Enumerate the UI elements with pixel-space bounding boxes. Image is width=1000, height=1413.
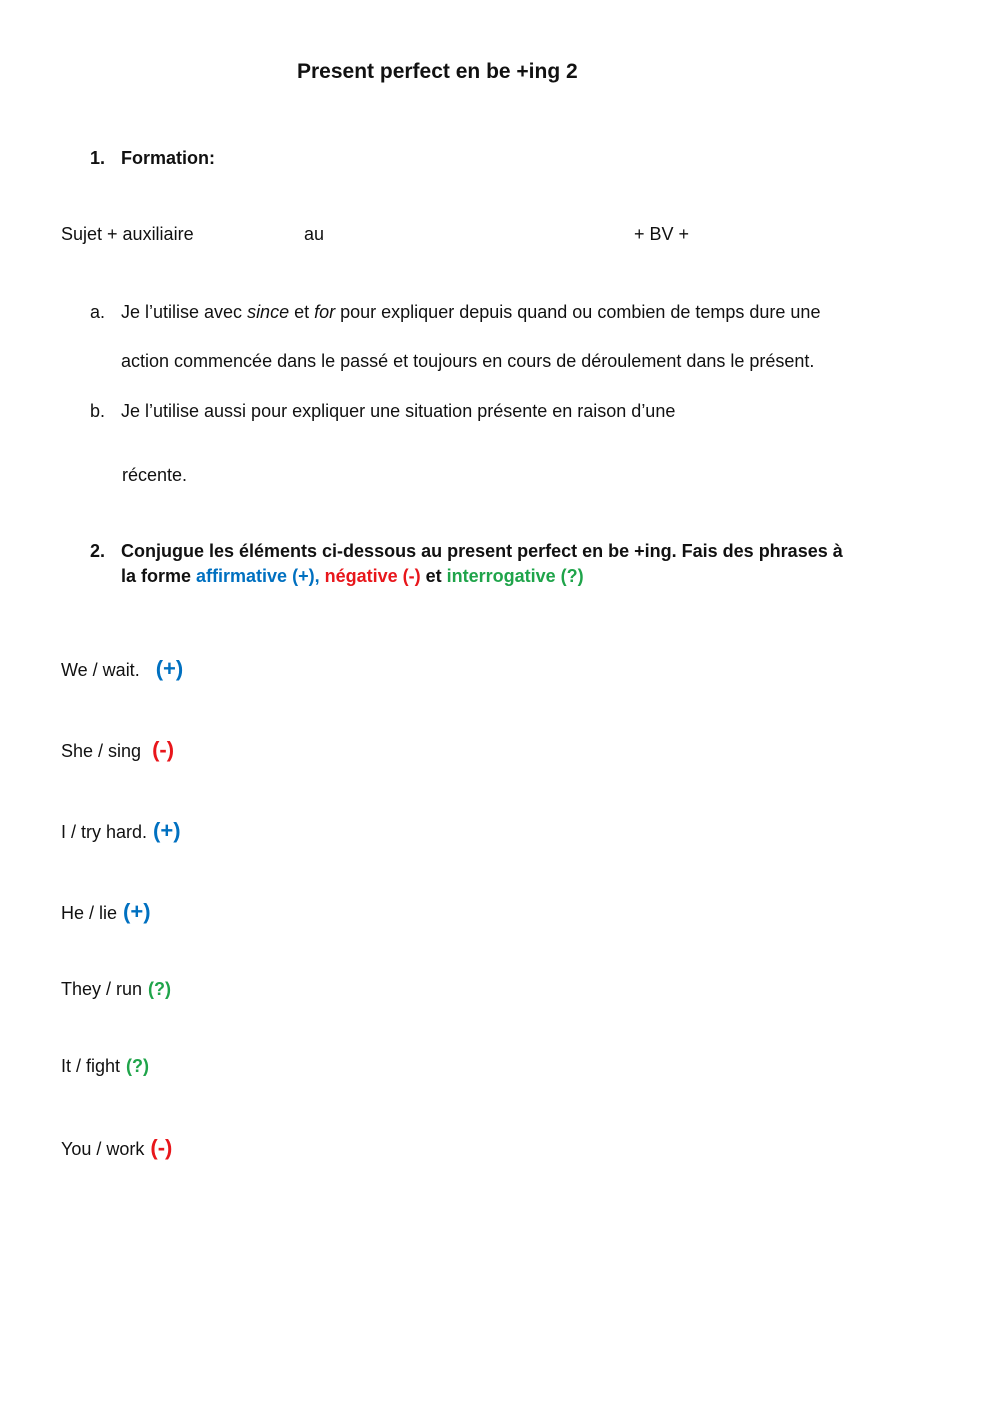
exercise-item xyxy=(61,1135,172,1161)
section-1-number: 1. xyxy=(90,148,106,168)
item-b-marker: b. xyxy=(90,401,106,421)
section-2-instruction-line-1: Conjugue les éléments ci-dessous au present perfect en be +ing. Fais des phrases à xyxy=(121,541,843,561)
affirmative-legend: affirmative (+), xyxy=(196,566,320,586)
negative-legend: négative (-) xyxy=(324,566,421,586)
item-b-line-1: Je l’utilise aussi pour expliquer une situation présente en raison d’une xyxy=(121,401,676,421)
exercise-form-symbol: (?) xyxy=(126,1056,150,1076)
exercise-prompt: They / run xyxy=(61,979,143,999)
exercise-item xyxy=(61,656,183,682)
page-title: Present perfect en be +ing 2 xyxy=(297,60,578,83)
exercise-form-symbol: (+) xyxy=(155,656,184,681)
formula-au: au xyxy=(304,224,325,244)
exercise-item xyxy=(61,979,171,1000)
exercise-item xyxy=(61,1056,149,1077)
section-2-instruction-line-2 xyxy=(121,566,584,587)
instruction-prefix: la forme xyxy=(121,566,197,586)
exercise-prompt: He / lie xyxy=(61,903,118,923)
section-2-number: 2. xyxy=(90,541,106,561)
exercise-form-symbol: (+) xyxy=(123,899,151,924)
item-a-line-2: action commencée dans le passé et toujours en cours de déroulement dans le présent. xyxy=(121,351,815,371)
exercise-item xyxy=(61,899,151,925)
formula-subject-auxiliary: Sujet + auxiliaire xyxy=(61,224,194,244)
item-b-line-2: récente. xyxy=(122,465,188,485)
exercise-form-symbol: (-) xyxy=(150,1135,173,1160)
item-a-text-3: pour expliquer depuis quand ou combien de temps dure une xyxy=(335,302,821,322)
instruction-et: et xyxy=(420,566,447,586)
section-1-heading: Formation: xyxy=(121,148,215,168)
exercise-form-symbol: (-) xyxy=(152,737,175,762)
exercise-item xyxy=(61,737,174,763)
item-a-since: since xyxy=(247,302,290,322)
item-a-text-1: Je l’utilise avec xyxy=(121,302,248,322)
exercise-prompt: She / sing xyxy=(61,741,142,761)
interrogative-legend: interrogative (?) xyxy=(446,566,584,586)
formula-bv: + BV + xyxy=(634,224,690,244)
item-a-text-2: et xyxy=(289,302,315,322)
exercise-form-symbol: (?) xyxy=(148,979,172,999)
exercise-prompt: You / work xyxy=(61,1139,145,1159)
exercise-form-symbol: (+) xyxy=(153,818,181,843)
item-a-line-1 xyxy=(121,302,820,323)
item-a-for: for xyxy=(314,302,336,322)
item-a-marker: a. xyxy=(90,302,106,322)
exercise-prompt: It / fight xyxy=(61,1056,121,1076)
exercise-prompt: I / try hard. xyxy=(61,822,148,842)
exercise-prompt: We / wait. xyxy=(61,660,140,680)
exercise-item xyxy=(61,818,181,844)
